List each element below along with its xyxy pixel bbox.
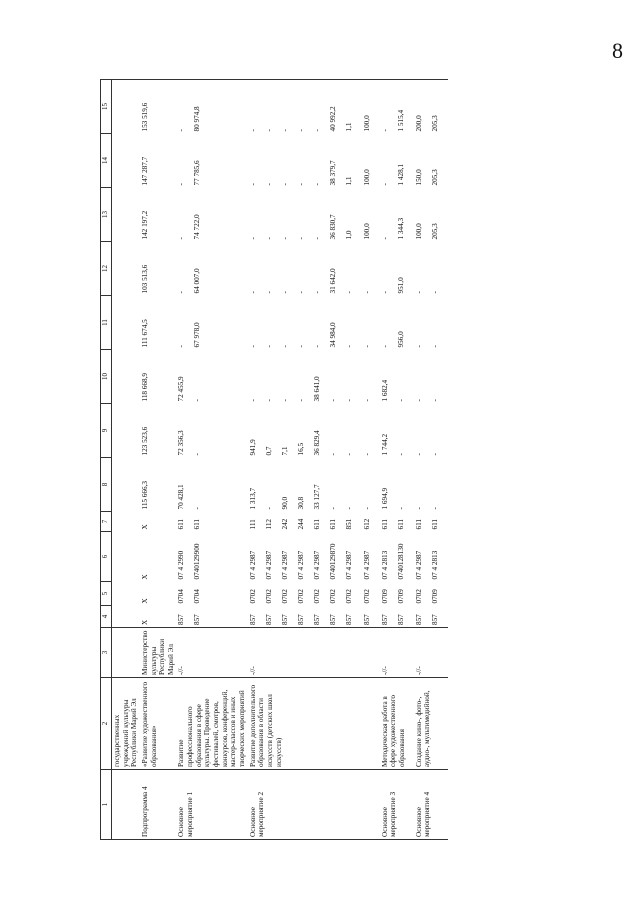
- column-number-8: 8: [101, 458, 112, 512]
- cell-col-11: - - - - - 34 984,0 -: [248, 322, 353, 348]
- cell-col-4: 857 857: [414, 606, 448, 628]
- cell-col-4: [112, 606, 140, 628]
- cell-col-10: - -: [414, 399, 439, 402]
- cell-col-12: - - - - - 31 642,0 -: [248, 268, 353, 294]
- cell-col-2: Методическая работа в сфере художественного образования: [380, 678, 414, 770]
- cell-col-8: 1 313,7 - 90,0 30,8 33 127,7 - -: [248, 484, 353, 510]
- cell-col-14: 147 287,7: [140, 156, 149, 186]
- cell-col-14: - - - - - 38 379,7 1,1: [248, 160, 353, 186]
- cell-col-10: - - - - 38 641,0 - -: [248, 376, 353, 402]
- cell-col-3: [362, 628, 380, 678]
- cell-col-7: [112, 512, 140, 532]
- cell-col-1: [112, 770, 140, 840]
- rotated-table-container: [100, 80, 635, 840]
- cell-col-14: [112, 134, 140, 188]
- cell-col-8: 1 694,9 -: [380, 487, 405, 510]
- cell-col-12: - 64 007,0: [177, 268, 202, 294]
- cell-col-8: 115 666,3: [140, 481, 149, 510]
- column-number-14: 14: [101, 134, 112, 188]
- cell-col-6: 07 4 2813 0740128130: [380, 543, 405, 580]
- cell-col-4: X: [140, 606, 177, 628]
- table-header: [101, 80, 112, 840]
- cell-col-13: - - - - - 36 830,7 1,0: [248, 214, 353, 240]
- cell-col-13: 100,0 205,3: [414, 223, 439, 240]
- cell-col-11: - -: [414, 345, 439, 348]
- cell-col-11: [112, 296, 140, 350]
- cell-col-5: 0704 0704: [177, 589, 202, 604]
- cell-col-6: 07 4 2990 0740129900: [177, 543, 202, 580]
- table-row: [140, 80, 177, 840]
- cell-col-6: [112, 532, 140, 582]
- column-number-10: 10: [101, 350, 112, 404]
- cell-col-15: - 80 974,8: [176, 80, 247, 134]
- table-row: [380, 80, 414, 840]
- column-number-2: 2: [101, 678, 112, 770]
- cell-col-6: X: [140, 574, 149, 580]
- table-row: [176, 80, 247, 840]
- cell-col-8: - -: [414, 507, 439, 510]
- cell-col-13: 100,0: [362, 223, 371, 240]
- table-row: [362, 80, 380, 840]
- cell-col-5: 0709 0709: [380, 589, 405, 604]
- cell-col-13: [112, 188, 140, 242]
- cell-col-1: Подпрограмма 4: [140, 770, 177, 840]
- cell-col-10: 118 668,9: [140, 373, 149, 402]
- column-number-9: 9: [101, 404, 112, 458]
- cell-col-9: [112, 404, 140, 458]
- cell-col-6: 07 4 2987 07 4 2987 07 4 2987 07 4 2987 07 4 2987 0740129870 07 4 2987: [248, 543, 353, 580]
- cell-col-7: 611 611: [414, 518, 439, 530]
- column-number-13: 13: [101, 188, 112, 242]
- budget-table: [100, 79, 448, 840]
- cell-col-9: - -: [414, 453, 439, 456]
- column-number-3: 3: [101, 628, 112, 678]
- column-number-11: 11: [101, 296, 112, 350]
- cell-col-2: Создание кино-, фото-, аудио-, мультимедийной,: [414, 678, 448, 770]
- cell-col-8: 70 428,1 -: [177, 484, 202, 510]
- cell-col-11: -: [362, 345, 371, 348]
- column-number-4: 4: [101, 606, 112, 628]
- cell-col-15: 200,0 205,3: [414, 80, 448, 134]
- cell-col-5: 0702: [362, 589, 371, 604]
- cell-col-5: [112, 582, 140, 606]
- cell-col-3: -//-: [176, 628, 247, 678]
- cell-col-7: 611 611: [177, 518, 202, 530]
- cell-col-14: 100,0: [362, 169, 371, 186]
- cell-col-1: Основное мероприятие 2: [248, 770, 362, 840]
- cell-col-4: 857 857: [176, 606, 247, 628]
- cell-col-3: Министерство культуры Республики Марий Эл: [140, 628, 177, 678]
- cell-col-2: [362, 678, 380, 770]
- cell-col-9: 1 744,2 -: [380, 433, 405, 456]
- cell-col-14: - 1 428,1: [380, 163, 405, 186]
- cell-col-1: Основное мероприятие 1: [176, 770, 247, 840]
- column-number-6: 6: [101, 532, 112, 582]
- cell-col-6: 07 4 2987: [362, 550, 371, 580]
- cell-col-7: 111 112 242 244 611 611 851: [248, 518, 353, 530]
- cell-col-4: 857 857: [380, 606, 414, 628]
- table-row: [112, 80, 140, 840]
- cell-col-2: Развитие дополнительного образования в области искусств (детских школ искусств): [248, 678, 362, 770]
- cell-col-3: -//-: [248, 628, 362, 678]
- cell-col-14: - 77 785,6: [177, 160, 202, 186]
- cell-col-9: -: [362, 453, 371, 456]
- column-number-15: 15: [101, 80, 112, 134]
- cell-col-8: -: [362, 507, 371, 510]
- cell-col-12: - 951,0: [380, 277, 405, 294]
- cell-col-3: -//-: [380, 628, 414, 678]
- cell-col-13: - 74 722,0: [177, 214, 202, 240]
- cell-col-6: 07 4 2987 07 4 2813: [414, 550, 439, 580]
- cell-col-15: 153 519,6: [140, 80, 177, 134]
- cell-col-1: Основное мероприятие 3: [380, 770, 414, 840]
- column-number-7: 7: [101, 512, 112, 532]
- cell-col-10: [112, 350, 140, 404]
- cell-col-3: [112, 628, 140, 678]
- cell-col-10: -: [362, 399, 371, 402]
- table-row: [248, 80, 362, 840]
- cell-col-5: X: [140, 598, 149, 604]
- cell-col-9: 941,9 0,7 7,1 16,5 36 829,4 - -: [248, 430, 353, 456]
- cell-col-4: 857 857 857 857 857 857 857: [248, 606, 362, 628]
- cell-col-15: - 1 515,4: [380, 80, 414, 134]
- cell-col-2: «Развитие художественного образования»: [140, 678, 177, 770]
- cell-col-9: 72 356,3 -: [177, 430, 202, 456]
- cell-col-13: - 1 344,3: [380, 217, 405, 240]
- cell-col-11: - 67 978,0: [177, 322, 202, 348]
- cell-col-10: 1 682,4 -: [380, 379, 405, 402]
- cell-col-5: 0702 0709: [414, 589, 439, 604]
- cell-col-2: Развитие профессионального образования в сфере культуры. Проведение фестивалей, смотров, конкурсов, конференций, мастер-классов и иных творческих мероприятий: [176, 678, 247, 770]
- cell-col-7: 611 611: [380, 518, 405, 530]
- cell-col-12: 103 513,6: [140, 264, 149, 294]
- cell-col-15: 100,0: [362, 80, 380, 134]
- cell-col-13: 142 197,2: [140, 210, 149, 240]
- cell-col-8: [112, 458, 140, 512]
- cell-col-9: 123 523,6: [140, 426, 149, 456]
- page-number: 8: [612, 38, 623, 63]
- cell-col-4: 857: [362, 606, 380, 628]
- cell-col-11: 111 674,5: [140, 319, 149, 348]
- cell-col-7: X: [140, 524, 149, 530]
- cell-col-1: Основное мероприятие 4: [414, 770, 448, 840]
- cell-col-14: 150,0 205,3: [414, 169, 439, 186]
- column-number-5: 5: [101, 582, 112, 606]
- cell-col-5: 0702 0702 0702 0702 0702 0702 0702: [248, 589, 353, 604]
- cell-col-12: - -: [414, 291, 439, 294]
- table-row: [414, 80, 448, 840]
- cell-col-1: [362, 770, 380, 840]
- column-number-12: 12: [101, 242, 112, 296]
- column-number-1: 1: [101, 770, 112, 840]
- cell-col-11: - 956,0: [380, 331, 405, 348]
- cell-col-15: [112, 80, 140, 134]
- cell-col-12: [112, 242, 140, 296]
- cell-col-3: -//-: [414, 628, 448, 678]
- cell-col-7: 612: [362, 518, 371, 530]
- table-body: [112, 80, 448, 840]
- cell-col-15: - - - - - 40 992,2 1,1: [248, 80, 362, 134]
- cell-col-10: 72 455,9 -: [177, 376, 202, 402]
- cell-col-2: государственных учреждений культуры Республики Марий Эл: [112, 678, 140, 770]
- cell-col-12: -: [362, 291, 371, 294]
